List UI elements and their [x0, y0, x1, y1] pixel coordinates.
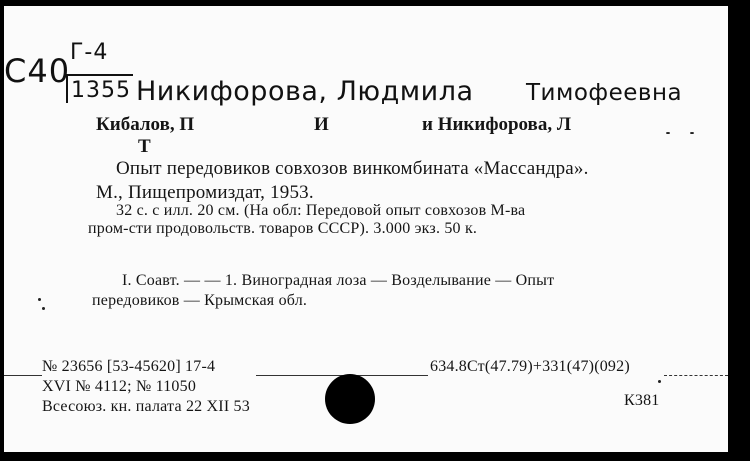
book-title: Опыт передовиков совхозов винкомбината «Массандра».	[116, 158, 589, 179]
scan-border-right	[728, 0, 750, 461]
handwritten-patronymic: Тимофеевна	[526, 80, 683, 106]
speck	[666, 132, 670, 134]
speck	[690, 132, 694, 134]
speck	[38, 298, 41, 301]
book-chamber: Всесоюз. кн. палата 22 XII 53	[42, 398, 250, 415]
subject-headings: I. Соавт. — — 1. Виноградная лоза — Возделывание — Опыт	[122, 272, 555, 289]
handwritten-author-name: Никифорова, Людмила	[136, 76, 474, 107]
author-secondary: и Никифорова, Л	[422, 114, 571, 135]
classification-index: 634.8Ст(47.79)+331(47)(092)	[430, 358, 630, 375]
footer-rule-left	[4, 375, 42, 376]
register-number: XVI № 4112; № 11050	[42, 378, 197, 395]
speck	[42, 307, 45, 310]
handwritten-index-main: С40	[4, 52, 71, 90]
physical-description-cont: пром-сти продовольств. товаров СССР). 3.000 экз. 50 к.	[88, 220, 478, 237]
punch-hole	[325, 374, 375, 424]
physical-description: 32 с. с илл. 20 см. (На обл: Передовой опыт совхозов М-ва	[116, 202, 526, 219]
card-number: № 23656 [53-45620] 17-4	[42, 358, 216, 375]
author-initial: И	[314, 114, 329, 135]
footer-rule-right	[664, 375, 728, 376]
handwritten-index-top: Г-4	[70, 40, 109, 65]
author-primary: Кибалов, П	[96, 114, 195, 135]
handwritten-index-box: 1355	[66, 74, 133, 103]
subject-headings-cont: передовиков — Крымская обл.	[92, 292, 308, 309]
card-code: К381	[624, 392, 660, 409]
author-primary-initial: Т	[138, 136, 151, 157]
speck	[658, 380, 661, 383]
imprint: М., Пищепромиздат, 1953.	[96, 182, 314, 203]
